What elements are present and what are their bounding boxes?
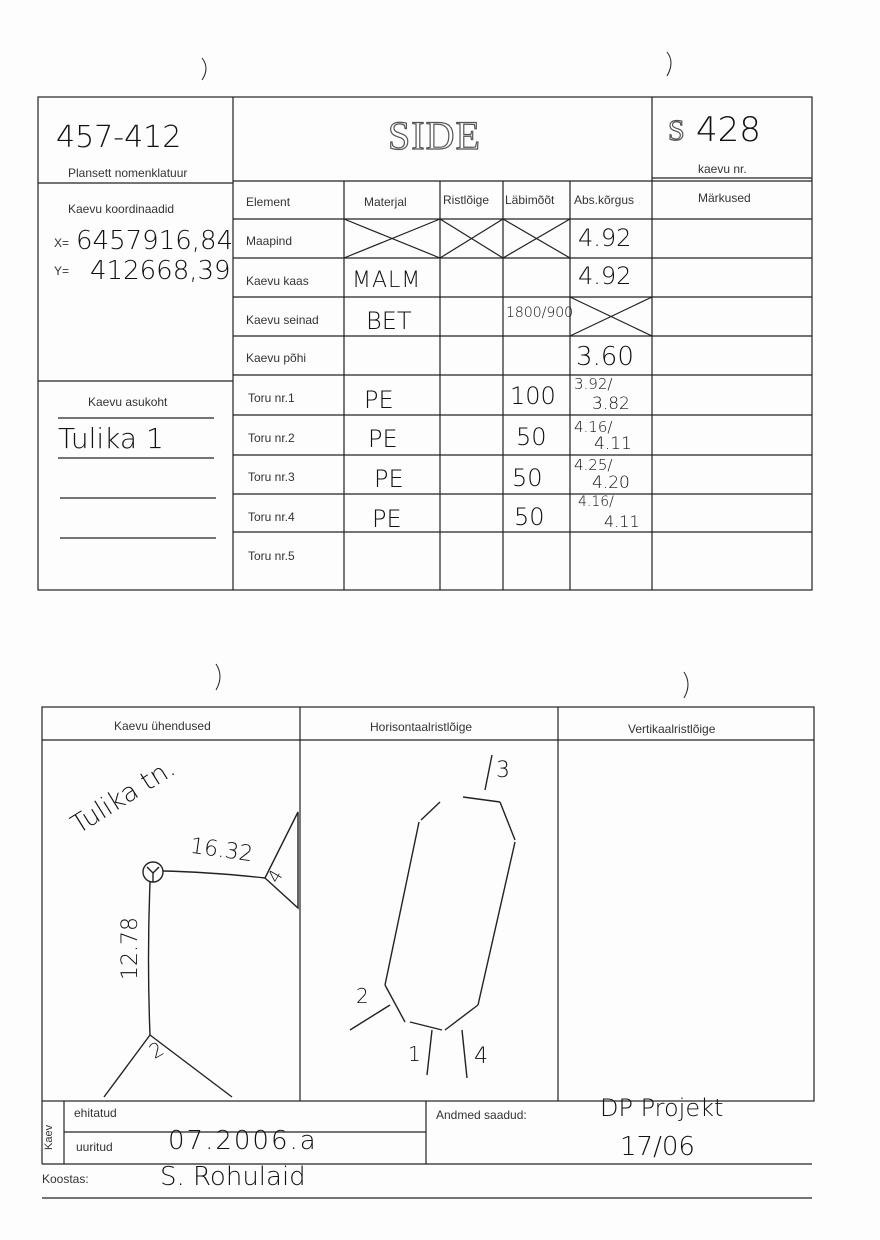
compiled-label: Koostas:	[42, 1172, 89, 1186]
header-diameter: Läbimõõt	[505, 193, 555, 207]
header-element: Element	[246, 195, 291, 209]
sketch-distance: 16.32	[188, 833, 255, 868]
row-element: Maapind	[246, 234, 293, 248]
row-element: Toru nr.2	[248, 431, 295, 445]
col-header-vertical: Vertikaalristlõige	[628, 722, 716, 736]
row-elevation-lower: 4.11	[604, 512, 640, 531]
footer-side-label: Kaev	[43, 1124, 55, 1150]
section-pipe-label: 2	[356, 984, 369, 1008]
compiled-value: S. Rohulaid	[160, 1162, 306, 1192]
row-elevation-lower: 4.11	[594, 434, 632, 454]
well-number: 428	[696, 110, 761, 150]
surveyed-label: uuritud	[76, 1140, 113, 1154]
sketch-node-label: 2	[144, 1036, 168, 1064]
row-element: Toru nr.1	[248, 391, 295, 405]
row-material: MALM	[352, 268, 422, 293]
x-prefix: X=	[54, 236, 70, 250]
row-elevation-upper: 4.16/	[574, 418, 613, 436]
section-pipe-label: 4	[474, 1044, 488, 1069]
row-elevation-upper: 3.92/	[574, 375, 613, 393]
row-element: Kaevu kaas	[246, 274, 309, 288]
well-label: kaevu nr.	[698, 162, 747, 176]
section-pipe-label: 1	[408, 1042, 421, 1066]
sketch-street-name: Tulika tn.	[66, 753, 181, 841]
x-value: 6457916,84	[76, 226, 234, 256]
row-elevation-upper: 4.16/	[578, 494, 614, 510]
row-diameter: 50	[514, 503, 545, 531]
row-element: Kaevu seinad	[246, 313, 319, 327]
nomenclature-label: Plansett nomenklatuur	[68, 166, 188, 180]
row-material: PE	[374, 465, 404, 493]
y-value: 412668,39	[90, 256, 231, 286]
header-elevation: Abs.kõrgus	[574, 193, 635, 207]
sketch-distance: 12.78	[118, 917, 143, 980]
data-source-label: Andmed saadud:	[436, 1108, 527, 1122]
location-value: Tulika 1	[58, 422, 164, 455]
row-element: Toru nr.5	[248, 549, 295, 563]
row-elevation: 4.92	[578, 262, 632, 290]
row-element: Kaevu põhi	[246, 351, 307, 365]
y-prefix: Y=	[54, 264, 70, 278]
header-notes: Märkused	[698, 191, 751, 205]
built-label: ehitatud	[74, 1106, 117, 1120]
row-elevation: 4.92	[578, 224, 632, 252]
row-element: Toru nr.3	[248, 470, 295, 484]
header-cross: Ristlõige	[443, 193, 490, 207]
row-elevation: 3.60	[576, 342, 634, 372]
row-diameter: 50	[512, 464, 543, 492]
data-source-value: DP Projekt	[600, 1094, 724, 1122]
row-material: PE	[372, 505, 402, 533]
section-pipe-label: 3	[496, 758, 510, 783]
row-diameter: 1800/900	[506, 305, 574, 321]
coords-label: Kaevu koordinaadid	[68, 202, 175, 216]
row-diameter: 50	[516, 423, 547, 451]
sketch-node-label: 4	[263, 866, 288, 887]
row-diameter: 100	[510, 382, 556, 410]
surveyed-value: 07.2006.a	[168, 1126, 318, 1156]
location-label: Kaevu asukoht	[88, 395, 168, 409]
row-material: BET	[366, 307, 412, 335]
header-material: Materjal	[364, 195, 407, 209]
row-material: PE	[364, 386, 394, 414]
col-header-horizontal: Horisontaalristlõige	[370, 720, 473, 734]
horizontal-section-sketch	[350, 755, 515, 1078]
row-element: Toru nr.4	[248, 510, 295, 524]
row-elevation-upper: 4.25/	[574, 456, 613, 474]
row-elevation-lower: 4.20	[592, 473, 630, 493]
row-elevation-lower: 3.82	[592, 394, 630, 414]
data-source-date: 17/06	[620, 1132, 695, 1162]
well-prefix: S	[668, 114, 685, 147]
row-material: PE	[368, 425, 398, 453]
nomenclature-value: 457-412	[56, 120, 182, 155]
col-header-connections: Kaevu ühendused	[114, 719, 211, 733]
form-title: SIDE	[388, 113, 481, 158]
